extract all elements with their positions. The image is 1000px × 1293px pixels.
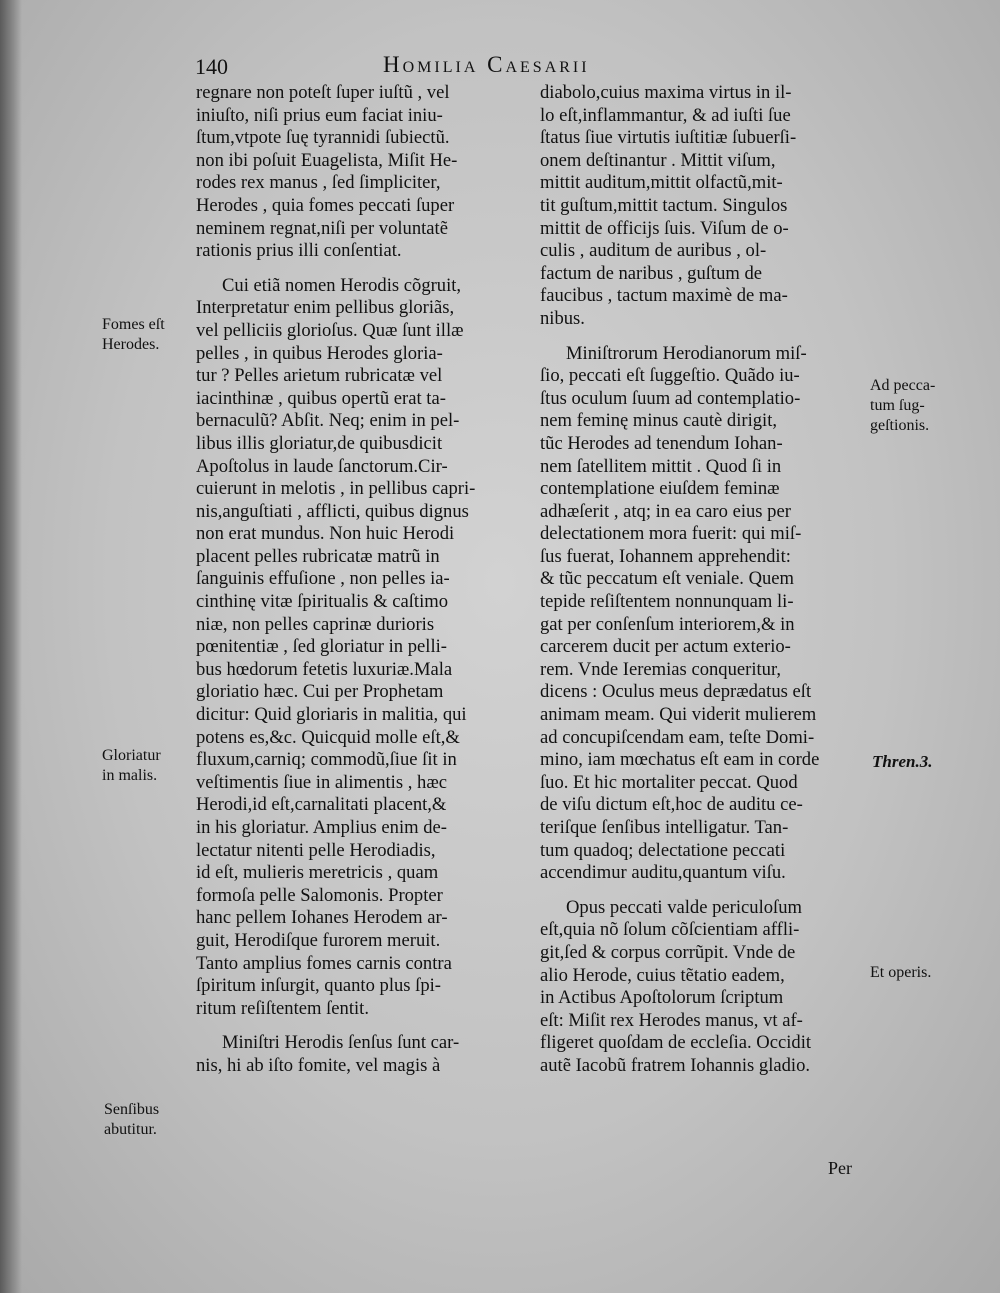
text-line: culis , auditum de auribus , ol- — [540, 240, 767, 262]
text-line: Miniſtri Herodis ſenſus ſunt car- — [222, 1032, 460, 1054]
text-line: ſanguinis effuſione , non pelles ia- — [196, 568, 450, 590]
margin-note-line: Senſibus — [104, 1101, 160, 1118]
left-text-column — [196, 82, 518, 1078]
text-line: rodes rex manus , ſed ſimpliciter, — [196, 172, 441, 194]
page-edge-shadow — [0, 0, 22, 1293]
page-header — [195, 52, 655, 82]
margin-note-sensibus — [104, 1100, 159, 1140]
catchword: Per — [828, 1158, 852, 1178]
text-line: nibus. — [540, 307, 585, 329]
text-line: vel pelliciis glorioſus. Quæ ſunt illæ — [196, 319, 464, 341]
text-line: rem. Vnde Ieremias conqueritur, — [540, 658, 782, 680]
text-line: nis, hi ab iſto fomite, vel magis à — [196, 1054, 441, 1076]
text-line: carcerem ducit per actum exterio- — [540, 636, 791, 658]
text-line: veſtimentis ſiue in alimentis , hæc — [196, 771, 447, 793]
text-line: regnare non poteſt ſuper iuſtũ , vel — [196, 82, 450, 103]
running-title: Homilia Caesarii — [383, 52, 590, 77]
text-line: tum quadoq; delectatione peccati — [540, 839, 786, 861]
text-line: delectationem mora fuerit: qui miſ- — [540, 523, 802, 545]
text-line: potens es,&c. Quicquid molle eſt,& — [196, 726, 460, 748]
text-line: cinthinę vitæ ſpiritualis & caſtimo — [196, 591, 449, 613]
text-line: mino, iam mœchatus eſt eam in corde — [540, 749, 820, 771]
margin-note-fomes — [102, 315, 165, 355]
text-line: ſtum,vtpote ſuę tyrannidi ſubiectũ. — [196, 127, 450, 149]
paragraph-gap — [196, 1020, 518, 1032]
text-line: ſpiritum inſurgit, quanto plus ſpi- — [196, 975, 441, 997]
margin-note-et-operis — [870, 963, 931, 983]
margin-note-line: in malis. — [102, 767, 158, 784]
text-line: guit, Herodiſque furorem meruit. — [196, 929, 441, 951]
text-line: tepide reſiſtentem nonnunquam li- — [540, 591, 794, 613]
text-line: git,ſed & corpus corrũpit. Vnde de — [540, 941, 796, 963]
text-line: bus hœdorum fetetis luxuriæ.Mala — [196, 658, 453, 680]
text-line: Interpretatur enim pellibus gloriãs, — [196, 297, 455, 319]
text-line: fluxum,carniq; commodũ,ſiue ſit in — [196, 749, 457, 771]
paragraph-gap — [540, 331, 863, 343]
text-line: dicens : Oculus meus deprædatus eſt — [540, 681, 812, 703]
paragraph-gap — [196, 263, 518, 275]
text-line: in Actibus Apoſtolorum ſcriptum — [540, 987, 784, 1009]
text-line: niæ, non pelles caprinæ durioris — [196, 613, 435, 635]
margin-note-line: Et operis. — [870, 964, 932, 981]
text-line: diabolo,cuius maxima virtus in il- — [540, 82, 792, 103]
text-line: eſt,quia nõ ſolum cõſcientiam affli- — [540, 919, 800, 941]
text-line: neminem regnat,niſi per voluntatẽ — [196, 217, 448, 239]
text-line: onem deſtinantur . Mittit viſum, — [540, 149, 776, 171]
text-line: ſio, peccati eſt ſuggeſtio. Quãdo iu- — [540, 365, 800, 387]
text-line: ſuo. Et hic mortaliter peccat. Quod — [540, 771, 798, 793]
margin-note-line: Fomes eſt — [102, 316, 165, 333]
text-line: eſt: Miſit rex Herodes manus, vt af- — [540, 1009, 803, 1031]
text-line: non erat mundus. Non huic Herodi — [196, 523, 455, 545]
margin-note-line: Herodes. — [102, 336, 160, 353]
text-line: lectatur nitenti pelle Herodiadis, — [196, 839, 436, 861]
text-line: placent pelles rubricatæ matrũ in — [196, 545, 440, 567]
margin-note-line: geſtionis. — [870, 417, 930, 434]
text-line: Opus peccati valde periculoſum — [566, 896, 802, 918]
right-text-column — [540, 82, 863, 1078]
margin-note-gloriatur — [102, 746, 161, 786]
margin-note-thren — [872, 752, 932, 772]
text-line: lo eſt,inflammantur, & ad iuſti ſue — [540, 104, 791, 126]
text-line: dicitur: Quid gloriaris in malitia, qui — [196, 704, 467, 726]
text-line: contemplatione eiuſdem feminæ — [540, 478, 780, 500]
text-line: pœnitentiæ , ſed gloriatur in pelli- — [196, 636, 447, 658]
text-line: Apoſtolus in laude ſanctorum.Cir- — [196, 455, 448, 477]
margin-note-line: Gloriatur — [102, 747, 161, 764]
text-line: faucibus , tactum maximè de ma- — [540, 285, 788, 307]
text-line: accendimur auditu,quantum viſu. — [540, 862, 786, 884]
text-line: adhæſerit , atq; in ea caro eius per — [540, 500, 791, 522]
text-line: bernaculũ? Abſit. Neq; enim in pel- — [196, 410, 460, 432]
text-line: ſus fuerat, Iohannem apprehendit: — [540, 545, 791, 567]
text-line: in his gloriatur. Amplius enim de- — [196, 817, 447, 838]
margin-note-line: Ad pecca- — [870, 377, 936, 394]
text-line: fligeret quoſdam de eccleſia. Occidit — [540, 1032, 812, 1054]
text-line: Herodi,id eſt,carnalitati placent,& — [196, 794, 447, 816]
text-line: autẽ Iacobũ fratrem Iohannis gladio. — [540, 1054, 811, 1076]
paragraph-gap — [540, 885, 863, 897]
text-line: factum de naribus , guſtum de — [540, 262, 763, 284]
text-line: mittit auditum,mittit olfactũ,mit- — [540, 172, 783, 194]
text-line: ſtus oculum ſuum ad contemplatio- — [540, 387, 801, 409]
text-line: non ibi poſuit Euagelista, Miſit He- — [196, 149, 458, 171]
text-line: tur ? Pelles arietum rubricatæ vel — [196, 365, 443, 387]
text-line: Herodes , quia fomes peccati ſuper — [196, 194, 455, 216]
text-line: alio Herode, cuius tẽtatio eadem, — [540, 964, 785, 986]
text-line: ad concupiſcendam eam, teſte Domi- — [540, 726, 815, 748]
text-line: rationis prius illi conſentiat. — [196, 240, 402, 262]
text-line: tit guſtum,mittit tactum. Singulos — [540, 194, 788, 216]
text-line: Miniſtrorum Herodianorum miſ- — [566, 342, 807, 364]
text-line: nem feminę minus cautè dirigit, — [540, 410, 778, 432]
text-line: gat per conſenſum interiorem,& in — [540, 613, 795, 635]
text-line: iniuſto, niſi prius eum faciat iniu- — [196, 104, 443, 126]
text-line: pelles , in quibus Herodes gloria- — [196, 342, 443, 364]
text-line: id eſt, mulieris meretricis , quam — [196, 862, 439, 884]
text-line: ſtatus ſiue virtutis iuſtitiæ ſubuerſi- — [540, 127, 797, 149]
text-line: libus illis gloriatur,de quibusdicit — [196, 432, 443, 454]
margin-note-line: Thren.3. — [872, 752, 933, 771]
text-line: nem ſatellitem mittit . Quod ſi in — [540, 455, 782, 477]
text-line: cuierunt in melotis , in pellibus capri- — [196, 478, 476, 500]
text-line: de viſu dictum eſt,hoc de auditu ce- — [540, 794, 803, 816]
margin-note-line: tum ſug- — [870, 397, 925, 414]
margin-note-line: abutitur. — [104, 1121, 157, 1138]
text-line: gloriatio hæc. Cui per Prophetam — [196, 681, 444, 703]
text-line: animam meam. Qui viderit mulierem — [540, 704, 817, 726]
text-line: mittit de officijs ſuis. Viſum de o- — [540, 217, 789, 239]
text-line: teriſque ſenſibus intelligatur. Tan- — [540, 817, 789, 838]
text-line: nis,anguſtiati , afflicti, quibus dignus — [196, 500, 469, 522]
margin-note-ad-peccatum — [870, 376, 935, 436]
text-line: hanc pellem Iohanes Herodem ar- — [196, 907, 448, 929]
text-line: tũc Herodes ad tenendum Iohan- — [540, 432, 783, 454]
text-line: ritum reſiſtentem ſentit. — [196, 997, 369, 1019]
text-line: Tanto amplius fomes carnis contra — [196, 952, 452, 974]
text-line: iacinthinæ , quibus opertũ erat ta- — [196, 387, 446, 409]
text-line: & tũc peccatum eſt veniale. Quem — [540, 568, 795, 590]
text-line: Cui etiã nomen Herodis cõgruit, — [222, 274, 462, 296]
text-line: formoſa pelle Salomonis. Propter — [196, 884, 443, 906]
page-number: 140 — [195, 54, 228, 79]
